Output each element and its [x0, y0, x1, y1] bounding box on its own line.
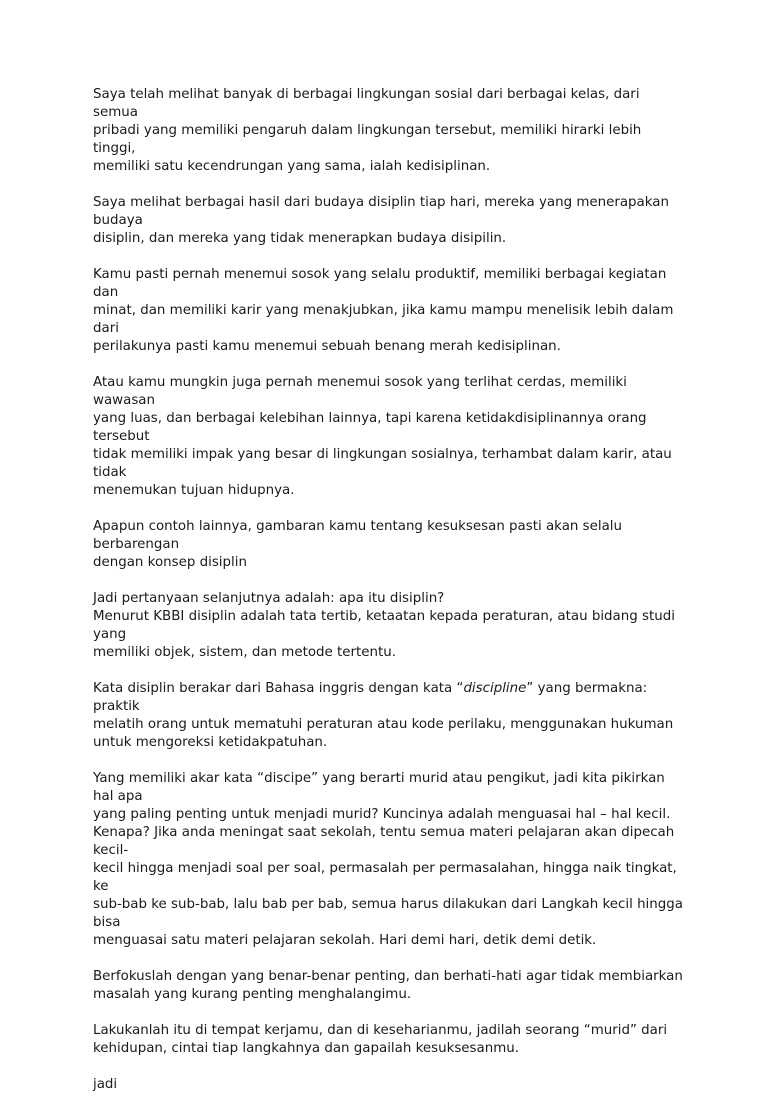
paragraph-8: Yang memiliki akar kata “discipe” yang berarti murid atau pengikut, jadi kita pikirkan hal apa yang paling penting untuk menjadi murid? Kuncinya adalah menguasai hal – hal kecil. Kenapa? Jika anda meningat saat sekolah, tentu semua materi pelajaran akan dipecah kecil- kecil hingga menjadi soal per soal, permasalah per permasalahan, hingga naik tingkat, ke sub-bab ke sub-bab, lalu bab per bab, semua harus dilakukan dari Langkah kecil hingga bisa menguasai satu materi pelajaran sekolah. Hari demi hari, detik demi detik.: [93, 771, 683, 948]
paragraph-11: jadi: [93, 1077, 118, 1092]
paragraph-etymology: [93, 680, 683, 752]
paragraph-5: Apapun contoh lainnya, gambaran kamu tentang kesuksesan pasti akan selalu berbarengan dengan konsep disiplin: [93, 519, 622, 570]
paragraph-question: Jadi pertanyaan selanjutnya adalah: apa itu disiplin?: [93, 591, 445, 606]
paragraph-3: Kamu pasti pernah menemui sosok yang selalu produktif, memiliki berbagai kegiatan dan minat, dan memiliki karir yang menakjubkan, jika kamu mampu menelisik lebih dalam dari perilakunya pasti kamu menemui sebuah benang merah kedisiplinan.: [93, 267, 674, 354]
paragraph-4: Atau kamu mungkin juga pernah menemui sosok yang terlihat cerdas, memiliki wawasan yang luas, dan berbagai kelebihan lainnya, tapi karena ketidakdisiplinannya orang tersebut tidak memiliki impak yang besar di lingkungan sosialnya, terhambat dalam karir, atau tidak menemukan tujuan hidupnya.: [93, 375, 672, 498]
document-body: [93, 86, 683, 1112]
paragraph-kbbi-definition: Menurut KBBI disiplin adalah tata tertib, ketaatan kepada peraturan, atau bidang studi yang memiliki objek, sistem, dan metode tertentu.: [93, 609, 675, 660]
paragraph-2: Saya melihat berbagai hasil dari budaya disiplin tiap hari, mereka yang menerapakan budaya disiplin, dan mereka yang tidak menerapkan budaya disipilin.: [93, 195, 669, 246]
etymology-italic-word: discipline: [463, 681, 527, 696]
paragraph-1: Saya telah melihat banyak di berbagai lingkungan sosial dari berbagai kelas, dari semua pribadi yang memiliki pengaruh dalam lingkungan tersebut, memiliki hirarki lebih tinggi, memiliki satu kecendrungan yang sama, ialah kedisiplinan.: [93, 87, 642, 174]
paragraph-10: Lakukanlah itu di tempat kerjamu, dan di keseharianmu, jadilah seorang “murid” dari kehidupan, cintai tiap langkahnya dan gapailah kesuksesanmu.: [93, 1023, 668, 1056]
paragraph-9: Berfokuslah dengan yang benar-benar penting, dan berhati-hati agar tidak membiarkan masalah yang kurang penting menghalangimu.: [93, 969, 683, 1002]
etymology-text-before: Kata disiplin berakar dari Bahasa inggris dengan kata “: [93, 681, 464, 696]
etymology-text-after: ” yang bermakna: praktik melatih orang untuk mematuhi peraturan atau kode perilaku, menggunakan hukuman untuk mengoreksi ketidakpatuhan.: [93, 681, 674, 750]
